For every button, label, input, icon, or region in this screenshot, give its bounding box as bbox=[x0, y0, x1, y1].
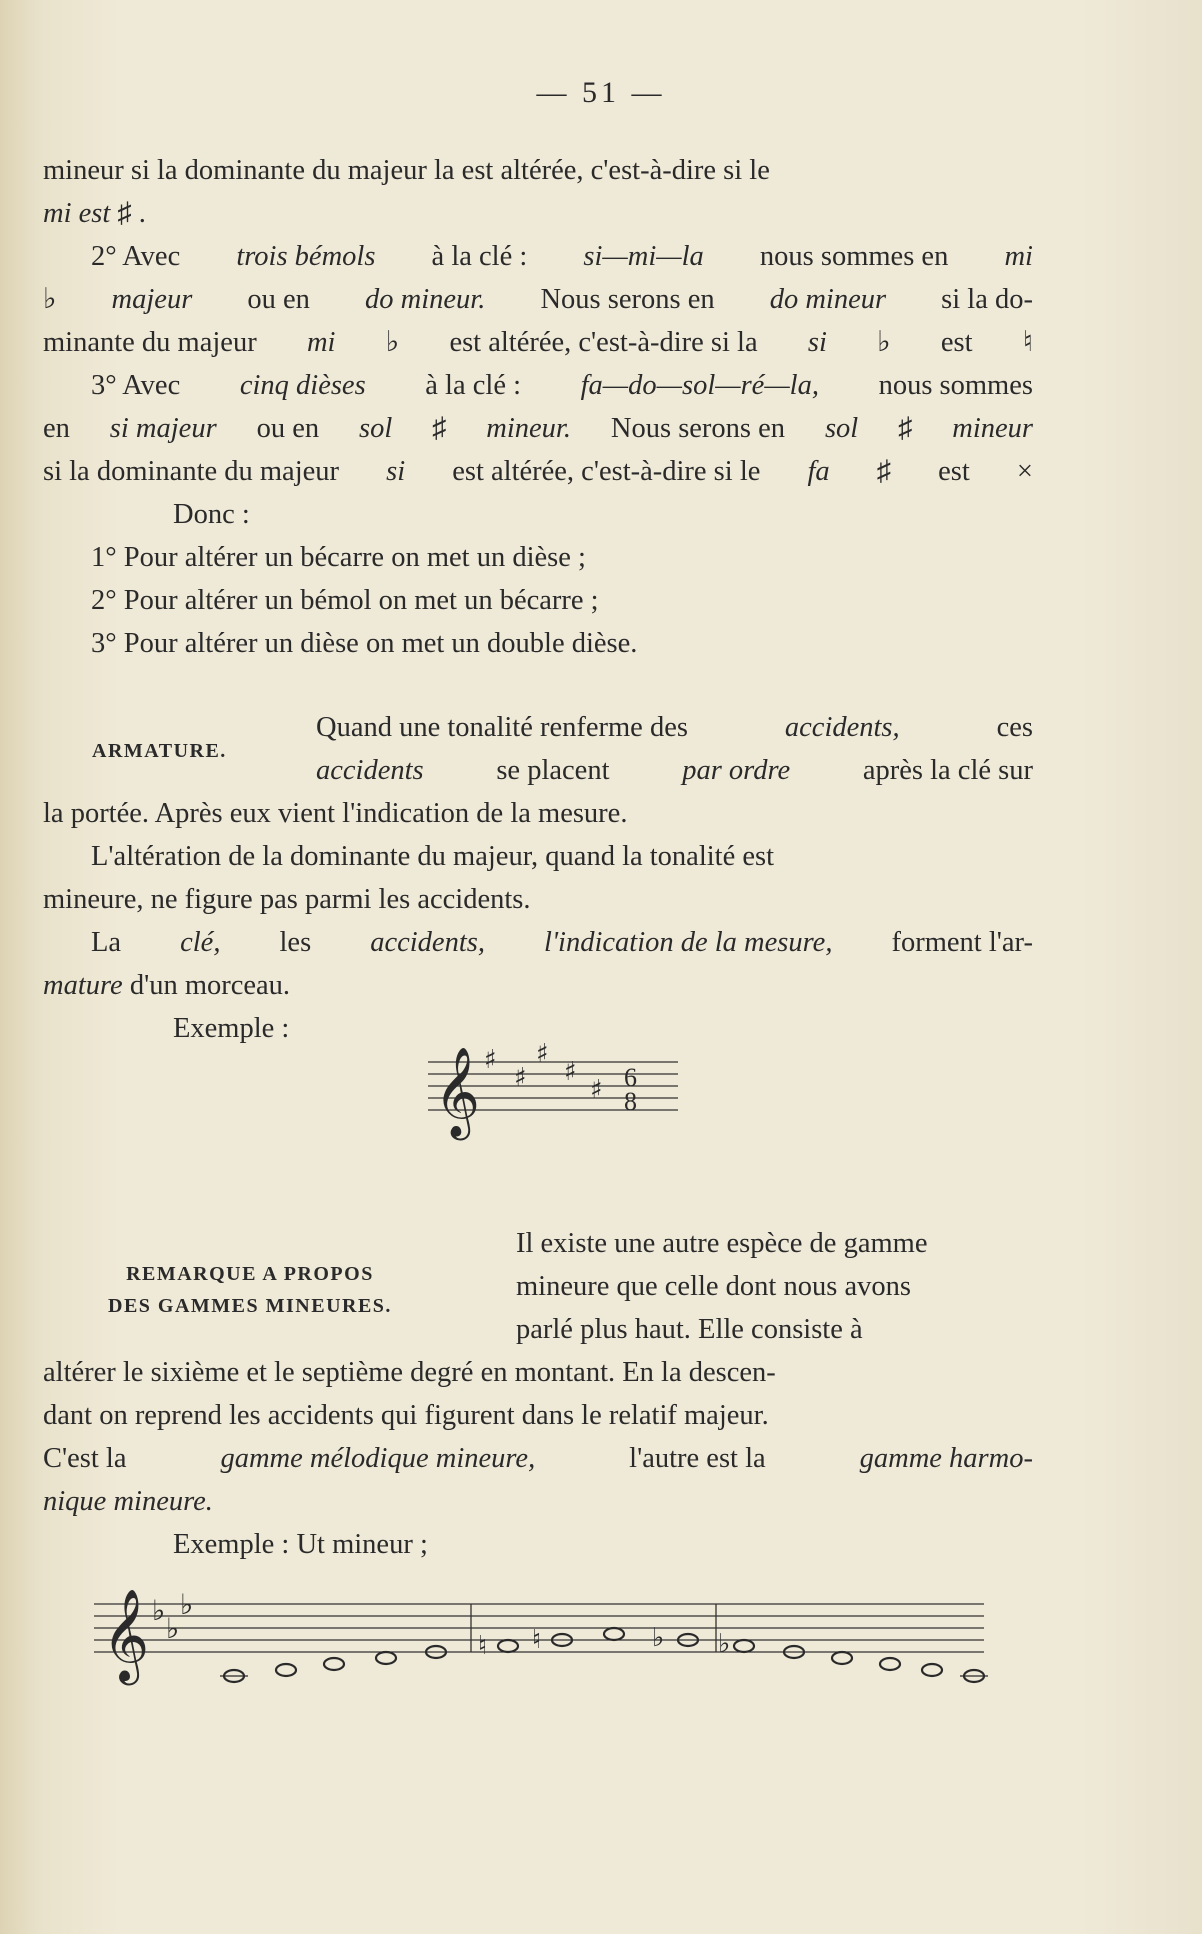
text-span: ou en bbox=[256, 413, 320, 444]
sharp-icon: ♯ bbox=[514, 1063, 527, 1093]
sharp-icon: ♯ bbox=[590, 1075, 603, 1105]
text-line: Exemple : Ut mineur ; bbox=[173, 1529, 428, 1560]
rule-item: 3° Pour altérer un dièse on met un double dièse. bbox=[91, 628, 638, 659]
text-span: si—mi—la bbox=[583, 241, 704, 272]
text-span: clé, bbox=[180, 927, 221, 958]
text-span: mineur bbox=[952, 413, 1033, 444]
text-span: est altérée, c'est-à-dire si le bbox=[452, 456, 761, 487]
page-number: — 51 — bbox=[536, 76, 666, 109]
text-line bbox=[43, 321, 1033, 364]
text-line bbox=[43, 835, 1033, 878]
key-signature-staff bbox=[420, 1040, 690, 1160]
text-span: ou en bbox=[247, 284, 310, 315]
text-span: les bbox=[279, 927, 312, 958]
text-span: minante du majeur bbox=[43, 327, 257, 358]
text-line bbox=[43, 407, 1033, 450]
text-span: L'altération de la dominante du majeur, quand la tonalité est bbox=[91, 841, 775, 872]
text-span: si bbox=[386, 456, 406, 487]
text-span: . bbox=[138, 198, 146, 229]
text-span: sol bbox=[824, 413, 859, 444]
text-span: Il existe une autre espèce de gamme bbox=[516, 1228, 928, 1259]
note bbox=[498, 1640, 518, 1652]
treble-clef-icon: 𝄞 bbox=[434, 1047, 481, 1137]
text-line bbox=[43, 1480, 1033, 1523]
text-span: se placent bbox=[496, 755, 610, 786]
text-line bbox=[43, 192, 1033, 235]
text-span: mineur. bbox=[486, 413, 571, 444]
section-heading-remarque bbox=[108, 1258, 392, 1322]
time-signature-bottom: 8 bbox=[624, 1087, 637, 1116]
c-minor-scale-staff bbox=[94, 1580, 1006, 1700]
text-span: Quand une tonalité renferme des bbox=[316, 712, 688, 743]
rule-item: 2° Pour altérer un bémol on met un bécarre ; bbox=[91, 585, 599, 616]
note bbox=[922, 1664, 942, 1676]
sharp-icon: ♯ bbox=[484, 1045, 497, 1075]
flat-icon: ♭ bbox=[877, 327, 891, 358]
text-span: l'autre est la bbox=[629, 1443, 766, 1474]
note bbox=[880, 1658, 900, 1670]
text-line bbox=[516, 1308, 1033, 1351]
text-line bbox=[43, 964, 1033, 1007]
text-span: nous sommes en bbox=[759, 241, 949, 272]
natural-icon: ♮ bbox=[1022, 327, 1033, 358]
text-span: majeur bbox=[111, 284, 193, 315]
text-span: accidents bbox=[316, 755, 424, 786]
sharp-icon: ♯ bbox=[117, 198, 132, 229]
text-span: après la clé sur bbox=[862, 755, 1033, 786]
text-span: l'indication de la mesure, bbox=[544, 927, 833, 958]
text-line bbox=[43, 921, 1033, 964]
text-span: mi bbox=[1004, 241, 1033, 272]
text-span: si la do- bbox=[941, 284, 1033, 315]
time-signature-top: 6 bbox=[624, 1063, 637, 1092]
text-line bbox=[316, 749, 1033, 792]
text-span: en bbox=[43, 413, 70, 444]
text-line bbox=[43, 235, 1033, 278]
note bbox=[276, 1664, 296, 1676]
flat-icon: ♭ bbox=[166, 1612, 180, 1645]
text-span: nique mineure. bbox=[43, 1486, 213, 1517]
natural-icon: ♮ bbox=[478, 1631, 488, 1661]
text-line bbox=[316, 706, 1033, 749]
text-span: à la clé : bbox=[431, 241, 528, 272]
text-span: mineure que celle dont nous avons bbox=[516, 1271, 911, 1302]
text-span: 2° Avec bbox=[91, 241, 181, 272]
text-line bbox=[43, 450, 1033, 493]
text-span: 3° Avec bbox=[91, 370, 181, 401]
text-span: si majeur bbox=[109, 413, 217, 444]
text-span: est altérée, c'est-à-dire si la bbox=[449, 327, 758, 358]
note bbox=[604, 1628, 624, 1640]
natural-icon: ♮ bbox=[532, 1625, 542, 1655]
text-line bbox=[43, 364, 1033, 407]
text-line bbox=[43, 149, 1033, 192]
text-span: trois bémols bbox=[236, 241, 376, 272]
text-span: nous sommes bbox=[878, 370, 1033, 401]
text-span: mineur si la dominante du majeur la est altérée, c'est-à-dire si le bbox=[43, 155, 770, 186]
text-span: do mineur bbox=[769, 284, 887, 315]
text-span: Nous serons en bbox=[610, 413, 786, 444]
text-span: do mineur. bbox=[365, 284, 486, 315]
text-span: mi est bbox=[43, 198, 111, 229]
rule-item: 1° Pour altérer un bécarre on met un dièse ; bbox=[91, 542, 586, 573]
text-line bbox=[516, 1265, 1033, 1308]
note bbox=[324, 1658, 344, 1670]
text-span: si la dominante du majeur bbox=[43, 456, 340, 487]
text-span: sol bbox=[358, 413, 393, 444]
text-span: fa bbox=[807, 456, 830, 487]
sharp-icon: ♯ bbox=[564, 1057, 577, 1087]
sharp-icon: ♯ bbox=[432, 413, 447, 444]
text-line bbox=[516, 1222, 1033, 1265]
text-span: mature bbox=[43, 970, 123, 1001]
text-line: altérer le sixième et le septième degré en montant. En la descen- bbox=[43, 1357, 776, 1388]
note bbox=[376, 1652, 396, 1664]
text-span: accidents, bbox=[784, 712, 900, 743]
text-span: gamme harmo- bbox=[859, 1443, 1033, 1474]
text-span: C'est la bbox=[43, 1443, 127, 1474]
sharp-icon: ♯ bbox=[876, 456, 891, 487]
text-span: forment l'ar- bbox=[891, 927, 1033, 958]
text-span: est bbox=[938, 456, 970, 487]
sharp-icon: ♯ bbox=[536, 1040, 549, 1069]
flat-icon: ♭ bbox=[180, 1588, 194, 1621]
flat-icon: ♭ bbox=[652, 1623, 665, 1653]
text-span: mi bbox=[306, 327, 336, 358]
text-span: Nous serons en bbox=[540, 284, 715, 315]
text-span: ces bbox=[996, 712, 1033, 743]
note bbox=[832, 1652, 852, 1664]
text-line: Donc : bbox=[173, 499, 250, 530]
flat-icon: ♭ bbox=[152, 1594, 166, 1627]
heading-line: DES GAMMES MINEURES. bbox=[108, 1295, 392, 1317]
text-span: fa—do—sol—ré—la, bbox=[580, 370, 819, 401]
text-line: Exemple : bbox=[173, 1013, 290, 1044]
text-line bbox=[43, 278, 1033, 321]
text-span: d'un morceau. bbox=[129, 970, 291, 1001]
flat-icon: ♭ bbox=[43, 284, 57, 315]
section-heading-armature: ARMATURE. bbox=[92, 740, 227, 762]
text-line: mineure, ne figure pas parmi les accidents. bbox=[43, 884, 531, 915]
text-span: est bbox=[940, 327, 973, 358]
note bbox=[734, 1640, 754, 1652]
text-span: parlé plus haut. Elle consiste à bbox=[516, 1314, 863, 1345]
text-line: la portée. Après eux vient l'indication de la mesure. bbox=[43, 798, 628, 829]
text-span: gamme mélodique mineure, bbox=[220, 1443, 536, 1474]
text-line: dant on reprend les accidents qui figurent dans le relatif majeur. bbox=[43, 1400, 769, 1431]
text-line bbox=[43, 1437, 1033, 1480]
heading-line: REMARQUE A PROPOS bbox=[126, 1263, 374, 1285]
treble-clef-icon: 𝄞 bbox=[102, 1588, 150, 1681]
flat-icon: ♭ bbox=[718, 1629, 731, 1659]
sharp-icon: ♯ bbox=[898, 413, 913, 444]
text-span: cinq dièses bbox=[239, 370, 366, 401]
text-span: à la clé : bbox=[425, 370, 522, 401]
double-sharp-icon: × bbox=[1016, 456, 1033, 487]
text-span: accidents, bbox=[370, 927, 485, 958]
text-span: La bbox=[91, 927, 122, 958]
text-span: si bbox=[807, 327, 827, 358]
text-span: par ordre bbox=[682, 755, 791, 786]
flat-icon: ♭ bbox=[385, 327, 400, 358]
